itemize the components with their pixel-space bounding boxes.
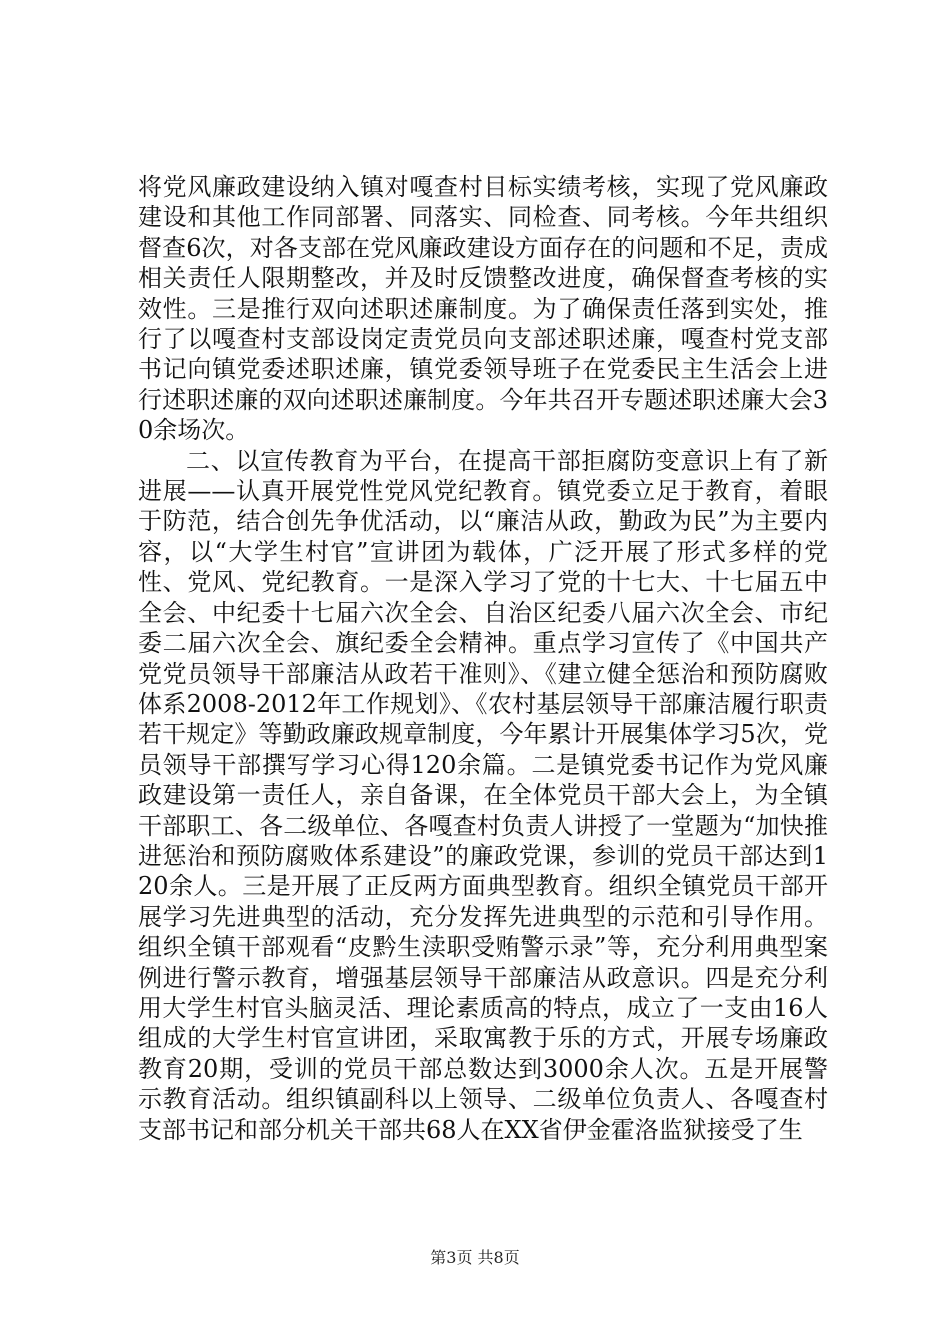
page-footer [0,1245,950,1268]
page-number: 第3页 共8页 [430,1248,520,1267]
document-body [138,172,828,1145]
paragraph-continuation: 将党风廉政建设纳入镇对嘎查村目标实绩考核，实现了党风廉政建设和其他工作同部署、同落实、同检查、同考核。今年共组织督查6次，对各支部在党风廉政建设方面存在的问题和不足，责成相关责任人限期整改，并及时反馈整改进度，确保督查考核的实效性。三是推行双向述职述廉制度。为了确保责任落到实处，推行了以嘎查村支部设岗定责党员向支部述职述廉，嘎查村党支部书记向镇党委述职述廉，镇党委领导班子在党委民主生活会上进行述职述廉的双向述职述廉制度。今年共召开专题述职述廉大会30余场次。 [138,173,828,445]
paragraph-section-two: 二、以宣传教育为平台，在提高干部拒腐防变意识上有了新进展——认真开展党性党风党纪教育。镇党委立足于教育，着眼于防范，结合创先争优活动，以“廉洁从政，勤政为民”为主要内容，以“大学生村官”宣讲团为载体，广泛开展了形式多样的党性、党风、党纪教育。一是深入学习了党的十七大、十七届五中全会、中纪委十七届六次全会、自治区纪委八届六次全会、市纪委二届六次全会、旗纪委全会精神。重点学习宣传了《中国共产党党员领导干部廉洁从政若干准则》、《建立健全惩治和预防腐败体系2008-2012年工作规划》、《农村基层领导干部廉洁履行职责若干规定》等勤政廉政规章制度，今年累计开展集体学习5次，党员领导干部撰写学习心得120余篇。二是镇党委书记作为党风廉政建设第一责任人，亲自备课，在全体党员干部大会上，为全镇干部职工、各二级单位、各嘎查村负责人讲授了一堂题为“加快推进惩治和预防腐败体系建设”的廉政党课，参训的党员干部达到120余人。三是开展了正反两方面典型教育。组织全镇党员干部开展学习先进典型的活动，充分发挥先进典型的示范和引导作用。组织全镇干部观看“皮黔生渎职受贿警示录”等，充分利用典型案例进行警示教育，增强基层领导干部廉洁从政意识。四是充分利用大学生村官头脑灵活、理论素质高的特点，成立了一支由16人组成的大学生村官宣讲团，采取寓教于乐的方式，开展专场廉政教育20期，受训的党员干部总数达到3000余人次。五是开展警示教育活动。组织镇副科以上领导、二级单位负责人、各嘎查村支部书记和部分机关干部共68人在XX省伊金霍洛监狱接受了生 [138,446,828,1144]
